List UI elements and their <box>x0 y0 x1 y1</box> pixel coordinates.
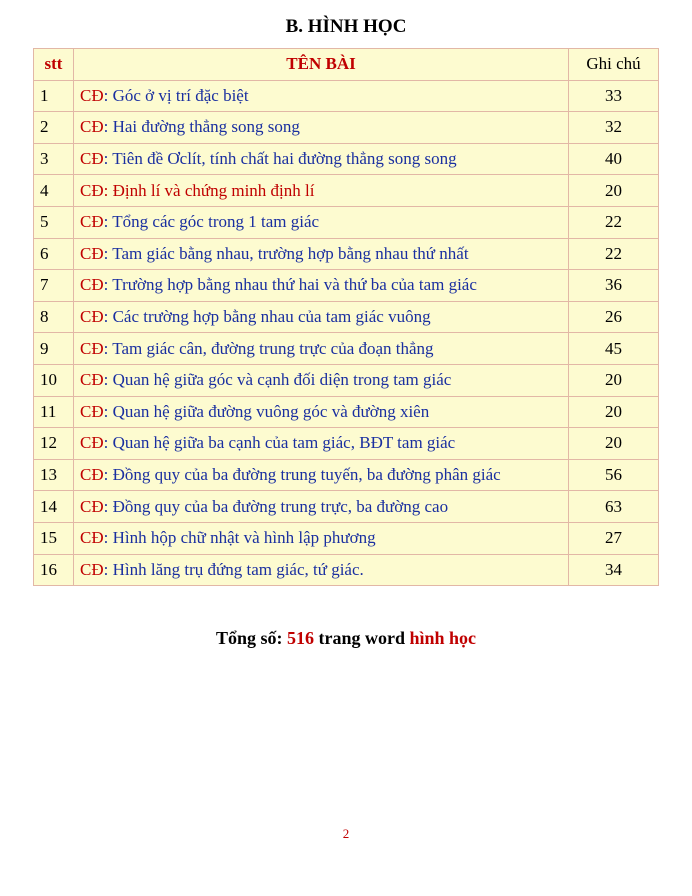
row-name <box>74 238 569 270</box>
row-note: 45 <box>569 333 659 365</box>
row-prefix: CĐ <box>80 338 104 358</box>
row-stt: 7 <box>34 270 74 302</box>
table-row <box>34 333 659 365</box>
row-title: : Tam giác bằng nhau, trường hợp bằng nhau thứ nhất <box>103 243 469 263</box>
table-row <box>34 522 659 554</box>
row-prefix: CĐ <box>80 496 104 516</box>
row-title: : Góc ở vị trí đặc biệt <box>103 85 249 105</box>
table-row <box>34 206 659 238</box>
row-prefix: CĐ <box>80 465 104 485</box>
row-title: : Tam giác cân, đường trung trực của đoạn thẳng <box>103 338 434 358</box>
row-stt: 15 <box>34 522 74 554</box>
table-row <box>34 80 659 112</box>
row-note: 20 <box>569 396 659 428</box>
row-prefix: CĐ <box>80 528 104 548</box>
row-title: : Quan hệ giữa đường vuông góc và đường xiên <box>103 401 430 421</box>
row-stt: 4 <box>34 175 74 207</box>
table-header-row <box>34 49 659 81</box>
page-number: 2 <box>342 826 350 841</box>
row-prefix: CĐ <box>80 180 104 200</box>
row-note: 40 <box>569 143 659 175</box>
row-title: : Hai đường thẳng song song <box>103 117 300 137</box>
row-prefix: CĐ <box>80 85 104 105</box>
total-count: 516 <box>286 628 314 648</box>
row-stt: 11 <box>34 396 74 428</box>
row-title: : Trường hợp bằng nhau thứ hai và thứ ba của tam giác <box>103 275 477 295</box>
table-row <box>34 428 659 460</box>
row-title: : Đồng quy của ba đường trung tuyến, ba đường phân giác <box>103 465 501 485</box>
row-title: : Hình hộp chữ nhật và hình lập phương <box>103 528 376 548</box>
row-name <box>74 459 569 491</box>
row-title: : Định lí và chứng minh định lí <box>103 180 315 200</box>
row-title: : Đồng quy của ba đường trung trực, ba đường cao <box>103 496 449 516</box>
row-stt: 12 <box>34 428 74 460</box>
row-prefix: CĐ <box>80 149 104 169</box>
row-note: 26 <box>569 301 659 333</box>
row-stt: 8 <box>34 301 74 333</box>
row-prefix: CĐ <box>80 212 104 232</box>
row-title: : Hình lăng trụ đứng tam giác, tứ giác. <box>103 559 364 579</box>
row-note: 33 <box>569 80 659 112</box>
row-note: 36 <box>569 270 659 302</box>
table-row <box>34 554 659 586</box>
row-stt: 3 <box>34 143 74 175</box>
row-prefix: CĐ <box>80 275 104 295</box>
row-stt: 14 <box>34 491 74 523</box>
row-title: : Quan hệ giữa ba cạnh của tam giác, BĐT tam giác <box>103 433 456 453</box>
row-name <box>74 270 569 302</box>
row-prefix: CĐ <box>80 559 104 579</box>
row-stt: 6 <box>34 238 74 270</box>
row-note: 63 <box>569 491 659 523</box>
row-name <box>74 522 569 554</box>
row-name <box>74 206 569 238</box>
row-name <box>74 301 569 333</box>
row-prefix: CĐ <box>80 243 104 263</box>
row-stt: 5 <box>34 206 74 238</box>
row-title: : Tổng các góc trong 1 tam giác <box>103 212 320 232</box>
table-row <box>34 270 659 302</box>
row-title: : Tiên đề Ơclít, tính chất hai đường thẳng song song <box>103 149 457 169</box>
table-row <box>34 112 659 144</box>
row-stt: 10 <box>34 364 74 396</box>
row-stt: 1 <box>34 80 74 112</box>
header-name: TÊN BÀI <box>74 49 569 81</box>
table-row <box>34 238 659 270</box>
row-note: 22 <box>569 238 659 270</box>
lesson-table <box>33 48 659 586</box>
table-row <box>34 301 659 333</box>
table-row <box>34 143 659 175</box>
table-row <box>34 175 659 207</box>
row-prefix: CĐ <box>80 370 104 390</box>
row-name <box>74 333 569 365</box>
row-stt: 2 <box>34 112 74 144</box>
row-note: 22 <box>569 206 659 238</box>
header-note: Ghi chú <box>569 49 659 81</box>
row-name <box>74 364 569 396</box>
row-prefix: CĐ <box>80 117 104 137</box>
row-name <box>74 491 569 523</box>
row-name <box>74 143 569 175</box>
row-prefix: CĐ <box>80 401 104 421</box>
header-stt: stt <box>34 49 74 81</box>
table-row <box>34 459 659 491</box>
total-subject: hình học <box>409 628 477 648</box>
row-note: 27 <box>569 522 659 554</box>
row-prefix: CĐ <box>80 433 104 453</box>
row-note: 20 <box>569 364 659 396</box>
row-stt: 9 <box>34 333 74 365</box>
row-stt: 13 <box>34 459 74 491</box>
table-row <box>34 364 659 396</box>
row-name <box>74 554 569 586</box>
row-note: 34 <box>569 554 659 586</box>
row-prefix: CĐ <box>80 307 104 327</box>
row-title: : Các trường hợp bằng nhau của tam giác vuông <box>103 307 431 327</box>
row-name <box>74 428 569 460</box>
total-label: Tổng số: <box>215 628 287 648</box>
row-note: 32 <box>569 112 659 144</box>
total-middle: trang word <box>313 628 410 648</box>
page-title: B. HÌNH HỌC <box>285 16 407 37</box>
row-name <box>74 396 569 428</box>
row-name <box>74 80 569 112</box>
table-row <box>34 396 659 428</box>
row-stt: 16 <box>34 554 74 586</box>
table-row <box>34 491 659 523</box>
row-name <box>74 175 569 207</box>
row-note: 56 <box>569 459 659 491</box>
row-name <box>74 112 569 144</box>
row-note: 20 <box>569 428 659 460</box>
total-summary <box>0 628 692 649</box>
row-title: : Quan hệ giữa góc và cạnh đối diện trong tam giác <box>103 370 452 390</box>
row-note: 20 <box>569 175 659 207</box>
